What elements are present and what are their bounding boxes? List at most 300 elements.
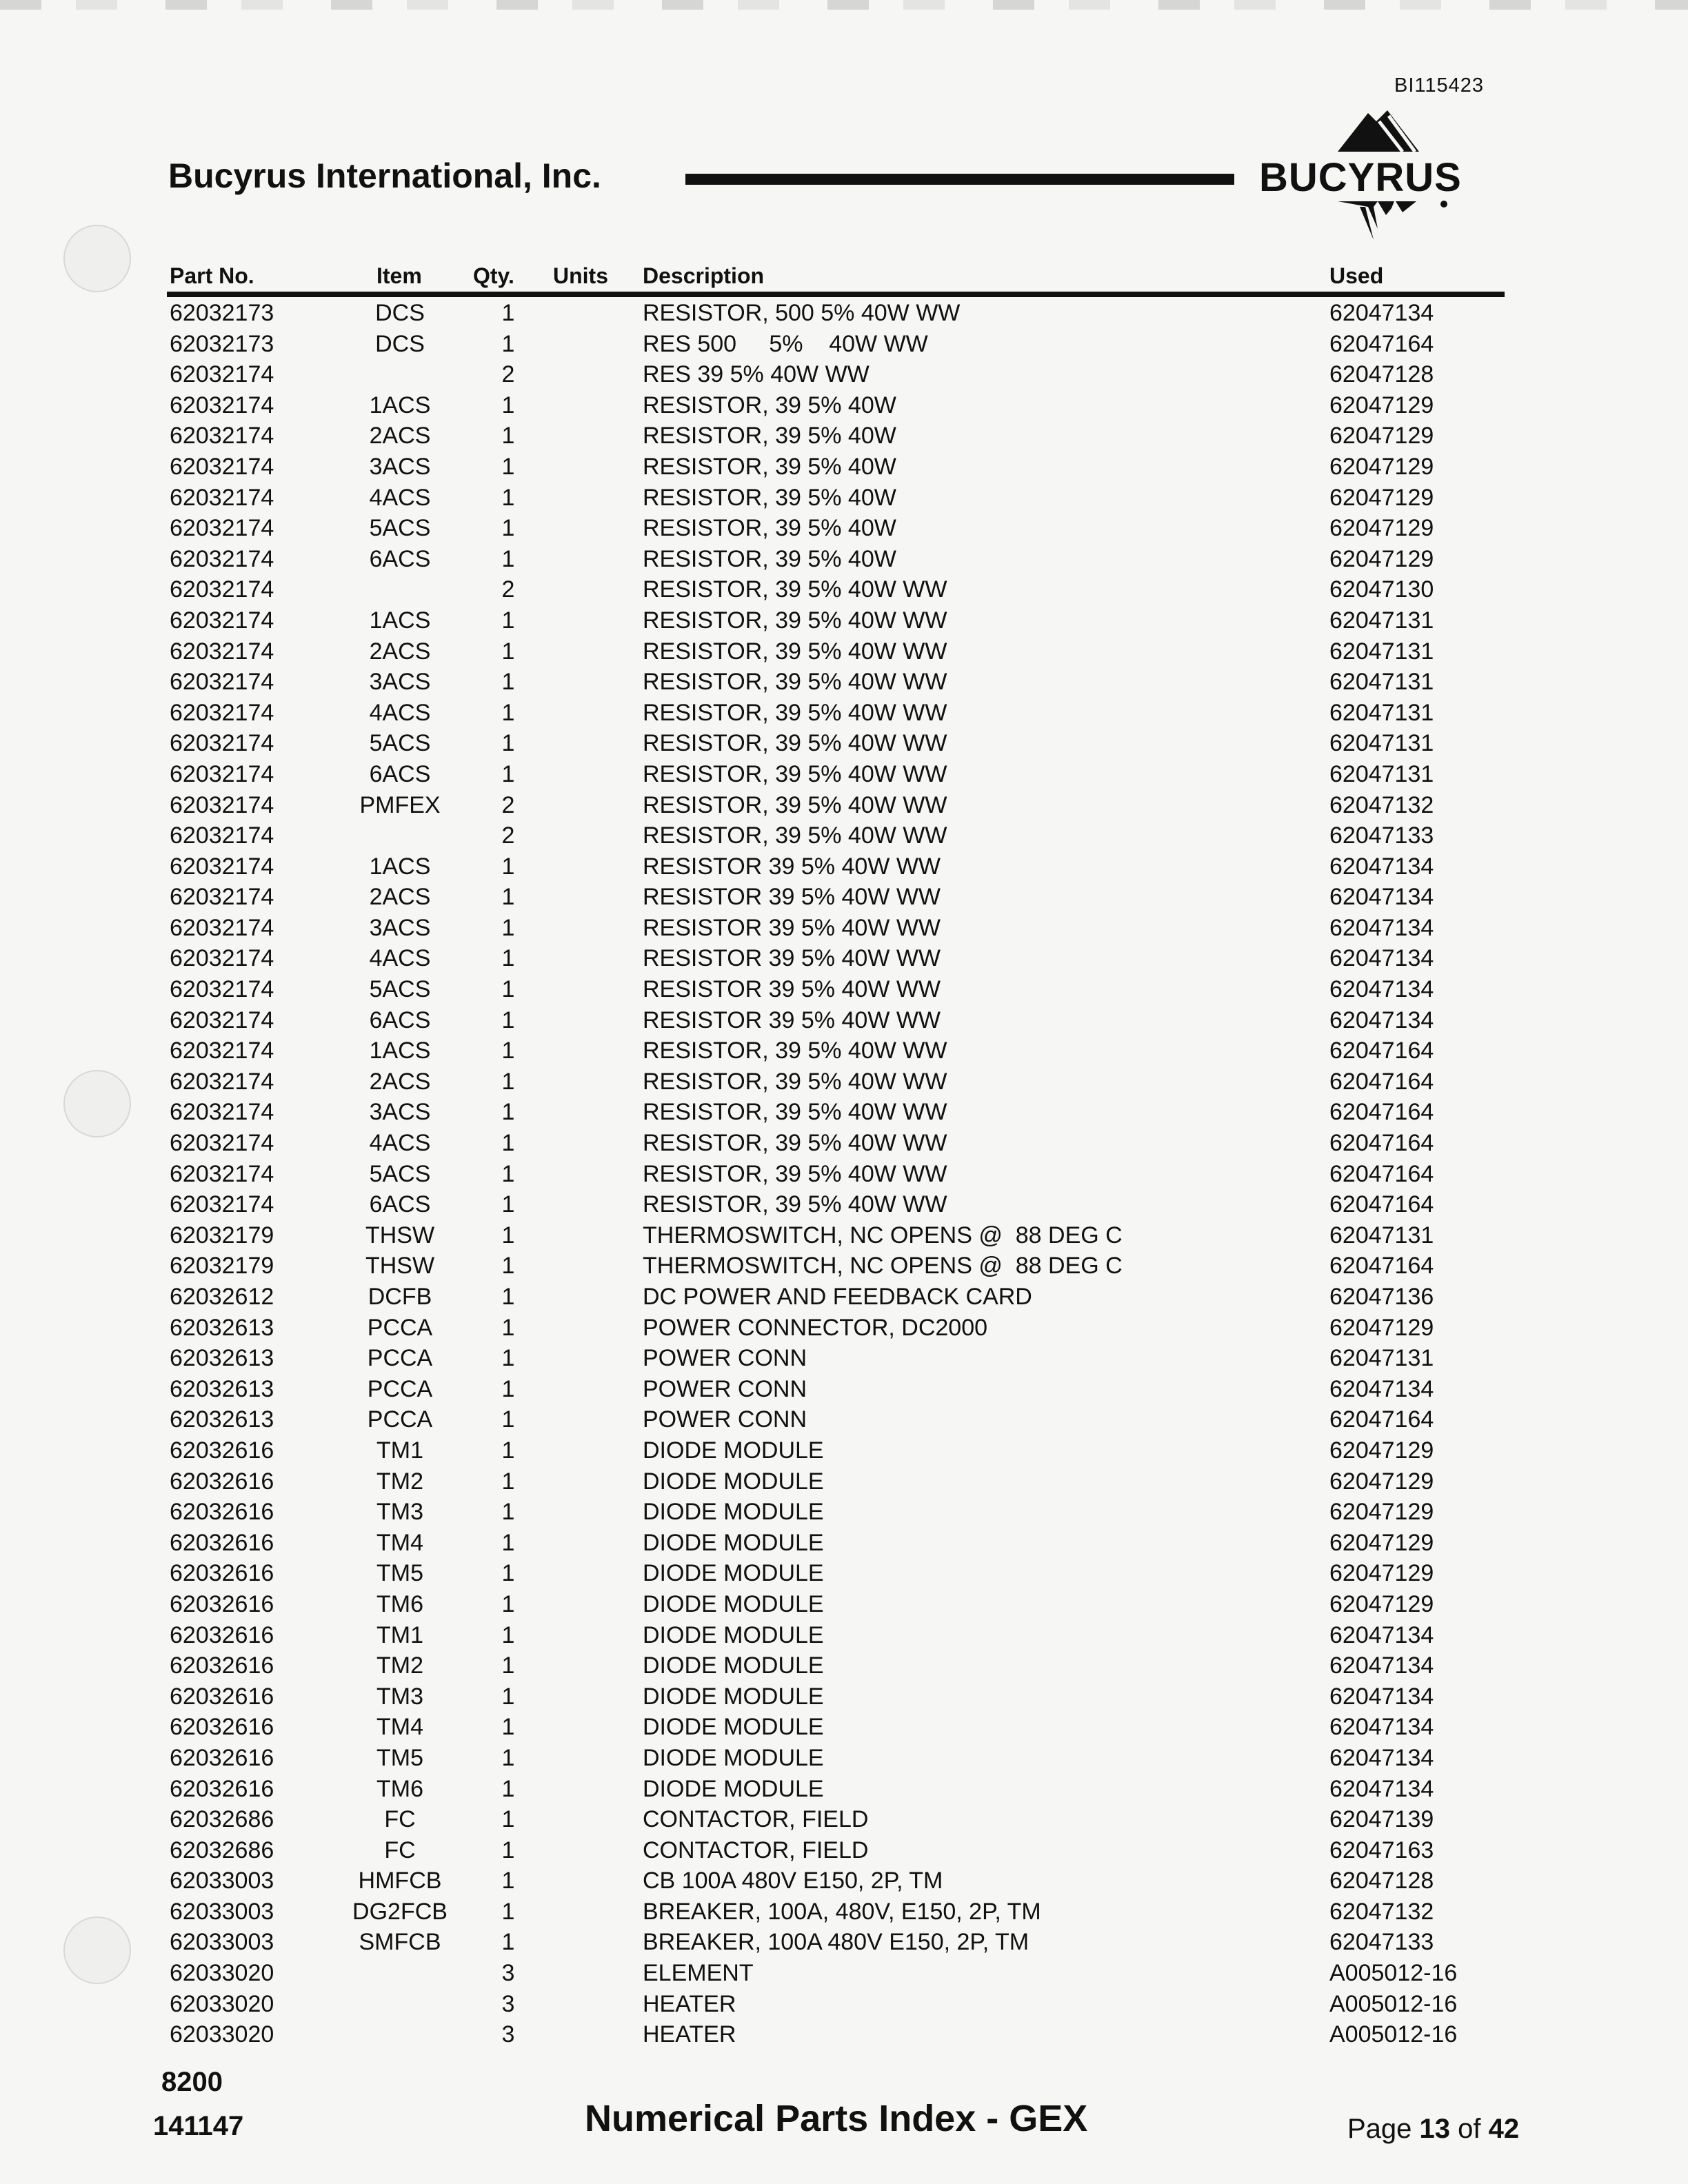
cell-used: 62047134 xyxy=(1329,1775,1434,1802)
cell-qty-text: 1 xyxy=(501,423,515,449)
table-row xyxy=(0,1007,1688,1038)
cell-part-no: 62032174 xyxy=(170,607,274,634)
cell-used: 62047129 xyxy=(1329,484,1434,511)
cell-description: RESISTOR, 39 5% 40W WW xyxy=(643,760,947,787)
cell-description: DIODE MODULE xyxy=(643,1499,824,1526)
cell-part-no: 62033003 xyxy=(170,1868,274,1894)
cell-qty-text: 1 xyxy=(501,1898,515,1925)
table-row xyxy=(0,1252,1688,1283)
cell-description: RES 500 5% 40W WW xyxy=(643,330,928,357)
cell-qty-text: 1 xyxy=(501,1499,515,1526)
cell-item-text: 6ACS xyxy=(369,1007,431,1033)
cell-description: THERMOSWITCH, NC OPENS @ 88 DEG C xyxy=(643,1222,1123,1248)
cell-part-no: 62032173 xyxy=(170,330,274,357)
cell-qty-text: 1 xyxy=(501,484,515,511)
page-indicator xyxy=(1347,2114,1519,2145)
cell-used: 62047129 xyxy=(1329,423,1434,449)
cell-used: 62047131 xyxy=(1329,699,1434,726)
cell-used: 62047131 xyxy=(1329,1222,1434,1248)
cell-part-no: 62032174 xyxy=(170,853,274,880)
cell-part-no: 62032616 xyxy=(170,1744,274,1771)
table-row xyxy=(0,760,1688,791)
cell-qty-text: 1 xyxy=(501,1007,515,1033)
cell-used: 62047132 xyxy=(1329,1898,1434,1925)
cell-description: BREAKER, 100A, 480V, E150, 2P, TM xyxy=(643,1898,1041,1925)
cell-used: 62047131 xyxy=(1329,760,1434,787)
cell-item-text: DCS xyxy=(375,300,425,326)
cell-qty-text: 1 xyxy=(501,1714,515,1741)
cell-part-no: 62032686 xyxy=(170,1806,274,1833)
cell-description: HEATER xyxy=(643,1990,736,2017)
cell-description: POWER CONN xyxy=(643,1375,807,1402)
cell-qty-text: 1 xyxy=(501,1099,515,1126)
column-header-used: Used xyxy=(1329,263,1384,288)
cell-description: RESISTOR, 500 5% 40W WW xyxy=(643,300,961,326)
cell-part-no: 62032616 xyxy=(170,1775,274,1802)
cell-description: THERMOSWITCH, NC OPENS @ 88 DEG C xyxy=(643,1253,1123,1280)
cell-qty-text: 2 xyxy=(501,576,515,603)
table-row xyxy=(0,791,1688,822)
cell-item-text: 2ACS xyxy=(369,1068,431,1095)
table-row xyxy=(0,1683,1688,1714)
cell-used: 62047128 xyxy=(1329,1868,1434,1894)
cell-part-no: 62032174 xyxy=(170,576,274,603)
table-row xyxy=(0,2021,1688,2052)
header-rule xyxy=(685,174,1234,185)
cell-qty-text: 1 xyxy=(501,330,515,357)
cell-qty-text: 2 xyxy=(501,361,515,388)
cell-qty-text: 1 xyxy=(501,730,515,757)
cell-part-no: 62032174 xyxy=(170,361,274,388)
cell-item-text: TM6 xyxy=(376,1590,423,1617)
table-row xyxy=(0,299,1688,330)
cell-qty-text: 1 xyxy=(501,1837,515,1863)
cell-description: RESISTOR, 39 5% 40W WW xyxy=(643,699,947,726)
cell-used: 62047164 xyxy=(1329,1068,1434,1095)
cell-description: RESISTOR 39 5% 40W WW xyxy=(643,884,941,911)
page-prefix: Page xyxy=(1347,2114,1412,2144)
cell-part-no: 62032174 xyxy=(170,392,274,418)
cell-description: RESISTOR, 39 5% 40W xyxy=(643,484,896,511)
cell-used: 62047139 xyxy=(1329,1806,1434,1833)
cell-used: 62047129 xyxy=(1329,392,1434,418)
cell-used: 62047130 xyxy=(1329,576,1434,603)
cell-used: 62047129 xyxy=(1329,545,1434,572)
cell-part-no: 62032174 xyxy=(170,423,274,449)
cell-qty-text: 1 xyxy=(501,515,515,542)
cell-qty-text: 1 xyxy=(501,976,515,1003)
cell-item-text: 2ACS xyxy=(369,884,431,911)
cell-item-text: 3ACS xyxy=(369,1099,431,1126)
cell-item-text: TM6 xyxy=(376,1775,423,1802)
table-row xyxy=(0,361,1688,392)
cell-part-no: 62032616 xyxy=(170,1652,274,1679)
cell-item-text: 5ACS xyxy=(369,1160,431,1187)
cell-description: DIODE MODULE xyxy=(643,1683,824,1710)
table-row xyxy=(0,545,1688,576)
cell-description: CONTACTOR, FIELD xyxy=(643,1806,869,1833)
table-row xyxy=(0,638,1688,669)
cell-item-text: 6ACS xyxy=(369,545,431,572)
cell-qty-text: 1 xyxy=(501,1590,515,1617)
cell-qty-text: 1 xyxy=(501,1652,515,1679)
cell-qty-text: 1 xyxy=(501,699,515,726)
table-row xyxy=(0,1160,1688,1191)
cell-item-text: 1ACS xyxy=(369,1038,431,1064)
column-header-qty: Qty. xyxy=(473,263,514,288)
cell-qty-text: 2 xyxy=(501,822,515,849)
cell-used: 62047134 xyxy=(1329,884,1434,911)
cell-item-text: TM3 xyxy=(376,1683,423,1710)
cell-description: DIODE MODULE xyxy=(643,1652,824,1679)
cell-qty-text: 1 xyxy=(501,760,515,787)
cell-qty-text: 3 xyxy=(501,1990,515,2017)
cell-item-text: 4ACS xyxy=(369,1130,431,1157)
cell-item-text: DCFB xyxy=(368,1284,432,1310)
cell-qty-text: 1 xyxy=(501,1284,515,1310)
cell-description: RESISTOR, 39 5% 40W WW xyxy=(643,1068,947,1095)
cell-item-text: TM4 xyxy=(376,1529,423,1556)
cell-qty-text: 1 xyxy=(501,1406,515,1433)
cell-used: 62047134 xyxy=(1329,1621,1434,1648)
cell-used: 62047164 xyxy=(1329,1130,1434,1157)
cell-used: 62047134 xyxy=(1329,1744,1434,1771)
cell-part-no: 62032616 xyxy=(170,1468,274,1495)
table-row xyxy=(0,1529,1688,1560)
cell-qty-text: 1 xyxy=(501,1314,515,1341)
cell-description: RESISTOR 39 5% 40W WW xyxy=(643,976,941,1003)
cell-item-text: PCCA xyxy=(367,1314,433,1341)
cell-qty-text: 1 xyxy=(501,945,515,972)
table-row xyxy=(0,422,1688,453)
table-row xyxy=(0,1559,1688,1590)
cell-used: 62047132 xyxy=(1329,791,1434,818)
cell-item-text: HMFCB xyxy=(358,1868,442,1894)
cell-used: 62047134 xyxy=(1329,1652,1434,1679)
cell-used: 62047133 xyxy=(1329,1929,1434,1956)
table-row xyxy=(0,1314,1688,1345)
cell-part-no: 62032616 xyxy=(170,1621,274,1648)
cell-used: 62047134 xyxy=(1329,1683,1434,1710)
cell-qty-text: 1 xyxy=(501,1806,515,1833)
cell-part-no: 62032174 xyxy=(170,1099,274,1126)
cell-qty-text: 1 xyxy=(501,1191,515,1218)
cell-item-text: TM2 xyxy=(376,1468,423,1495)
cell-part-no: 62032174 xyxy=(170,822,274,849)
cell-part-no: 62032174 xyxy=(170,1160,274,1187)
cell-part-no: 62032616 xyxy=(170,1529,274,1556)
cell-part-no: 62032616 xyxy=(170,1499,274,1526)
cell-used: 62047131 xyxy=(1329,607,1434,634)
cell-description: DIODE MODULE xyxy=(643,1468,824,1495)
cell-qty-text: 1 xyxy=(501,1775,515,1802)
cell-description: DC POWER AND FEEDBACK CARD xyxy=(643,1284,1032,1310)
cell-used: 62047128 xyxy=(1329,361,1434,388)
cell-used: 62047164 xyxy=(1329,1038,1434,1064)
table-row xyxy=(0,699,1688,730)
cell-description: DIODE MODULE xyxy=(643,1621,824,1648)
company-name: Bucyrus International, Inc. xyxy=(168,156,601,195)
cell-qty-text: 1 xyxy=(501,1621,515,1648)
cell-qty-text: 1 xyxy=(501,1130,515,1157)
cell-used: 62047129 xyxy=(1329,1590,1434,1617)
cell-part-no: 62032174 xyxy=(170,515,274,542)
cell-part-no: 62032174 xyxy=(170,1038,274,1064)
cell-description: POWER CONN xyxy=(643,1406,807,1433)
cell-item-text: THSW xyxy=(365,1253,435,1280)
table-row xyxy=(0,1375,1688,1406)
table-row xyxy=(0,1775,1688,1806)
table-row xyxy=(0,1406,1688,1437)
cell-qty-text: 1 xyxy=(501,1529,515,1556)
cell-qty-text: 1 xyxy=(501,1683,515,1710)
table-row xyxy=(0,1222,1688,1253)
column-header-description: Description xyxy=(643,263,765,288)
cell-qty-text: 1 xyxy=(501,853,515,880)
cell-part-no: 62032174 xyxy=(170,884,274,911)
cell-part-no: 62033003 xyxy=(170,1898,274,1925)
table-row xyxy=(0,1068,1688,1099)
column-header-item: Item xyxy=(376,263,422,288)
cell-part-no: 62032174 xyxy=(170,791,274,818)
cell-used: 62047133 xyxy=(1329,822,1434,849)
cell-item-text: TM2 xyxy=(376,1652,423,1679)
cell-part-no: 62032174 xyxy=(170,638,274,665)
cell-qty-text: 1 xyxy=(501,1160,515,1187)
table-row xyxy=(0,1959,1688,1990)
cell-qty-text: 1 xyxy=(501,1253,515,1280)
cell-item-text: 5ACS xyxy=(369,730,431,757)
cell-item-text: 4ACS xyxy=(369,484,431,511)
footer-number: 141147 xyxy=(153,2111,244,2141)
cell-qty-text: 1 xyxy=(501,669,515,696)
footer-title: Numerical Parts Index - GEX xyxy=(585,2098,1088,2139)
cell-qty-text: 2 xyxy=(501,791,515,818)
cell-qty-text: 1 xyxy=(501,1868,515,1894)
cell-description: RESISTOR 39 5% 40W WW xyxy=(643,945,941,972)
column-header-units: Units xyxy=(553,263,608,288)
cell-part-no: 62032173 xyxy=(170,300,274,326)
cell-part-no: 62032174 xyxy=(170,699,274,726)
cell-part-no: 62032179 xyxy=(170,1253,274,1280)
cell-used: 62047136 xyxy=(1329,1284,1434,1310)
cell-item-text: PCCA xyxy=(367,1345,433,1372)
table-row xyxy=(0,1744,1688,1775)
cell-item-text: TM4 xyxy=(376,1714,423,1741)
cell-qty-text: 1 xyxy=(501,1437,515,1464)
cell-used: 62047131 xyxy=(1329,638,1434,665)
cell-item-text: 1ACS xyxy=(369,607,431,634)
cell-qty-text: 1 xyxy=(501,1345,515,1372)
cell-item-text: 6ACS xyxy=(369,760,431,787)
cell-used: 62047163 xyxy=(1329,1837,1434,1863)
cell-description: DIODE MODULE xyxy=(643,1744,824,1771)
cell-qty-text: 1 xyxy=(501,1929,515,1956)
cell-used: 62047129 xyxy=(1329,1468,1434,1495)
cell-description: RESISTOR, 39 5% 40W WW xyxy=(643,1099,947,1126)
cell-used: 62047129 xyxy=(1329,1437,1434,1464)
cell-item-text: 2ACS xyxy=(369,423,431,449)
cell-used: 62047134 xyxy=(1329,1375,1434,1402)
cell-qty-text: 1 xyxy=(501,638,515,665)
cell-description: RESISTOR, 39 5% 40W WW xyxy=(643,1160,947,1187)
cell-part-no: 62032174 xyxy=(170,1007,274,1033)
table-row xyxy=(0,1283,1688,1314)
cell-item-text: DCS xyxy=(375,330,425,357)
cell-description: RESISTOR, 39 5% 40W xyxy=(643,453,896,480)
cell-part-no: 62032174 xyxy=(170,669,274,696)
table-row xyxy=(0,1867,1688,1898)
scan-edge-artifact xyxy=(0,0,1688,10)
table-row xyxy=(0,1468,1688,1499)
cell-qty-text: 1 xyxy=(501,1744,515,1771)
cell-qty-text: 1 xyxy=(501,1068,515,1095)
cell-part-no: 62032174 xyxy=(170,1191,274,1218)
cell-description: RESISTOR 39 5% 40W WW xyxy=(643,1007,941,1033)
cell-part-no: 62032616 xyxy=(170,1683,274,1710)
table-row xyxy=(0,914,1688,945)
cell-description: DIODE MODULE xyxy=(643,1437,824,1464)
cell-description: RES 39 5% 40W WW xyxy=(643,361,870,388)
cell-item-text: TM5 xyxy=(376,1744,423,1771)
cell-item-text: 3ACS xyxy=(369,453,431,480)
table-row xyxy=(0,975,1688,1007)
cell-description: RESISTOR, 39 5% 40W WW xyxy=(643,638,947,665)
cell-qty-text: 1 xyxy=(501,607,515,634)
cell-used: 62047129 xyxy=(1329,453,1434,480)
cell-part-no: 62032174 xyxy=(170,1130,274,1157)
cell-description: BREAKER, 100A 480V E150, 2P, TM xyxy=(643,1929,1029,1956)
cell-description: POWER CONNECTOR, DC2000 xyxy=(643,1314,988,1341)
cell-item-text: SMFCB xyxy=(359,1929,441,1956)
table-row xyxy=(0,1498,1688,1529)
cell-used: 62047129 xyxy=(1329,515,1434,542)
cell-part-no: 62032174 xyxy=(170,545,274,572)
cell-description: RESISTOR, 39 5% 40W WW xyxy=(643,669,947,696)
cell-part-no: 62033020 xyxy=(170,1960,274,1987)
cell-description: RESISTOR, 39 5% 40W WW xyxy=(643,1130,947,1157)
cell-part-no: 62032613 xyxy=(170,1375,274,1402)
cell-description: RESISTOR, 39 5% 40W WW xyxy=(643,576,947,603)
cell-part-no: 62032613 xyxy=(170,1345,274,1372)
cell-item-text: TM3 xyxy=(376,1499,423,1526)
table-row xyxy=(0,853,1688,884)
cell-used: 62047134 xyxy=(1329,300,1434,326)
cell-item-text: 2ACS xyxy=(369,638,431,665)
cell-part-no: 62032616 xyxy=(170,1437,274,1464)
cell-part-no: 62032613 xyxy=(170,1406,274,1433)
cell-description: RESISTOR, 39 5% 40W WW xyxy=(643,822,947,849)
cell-item-text: FC xyxy=(384,1837,416,1863)
cell-used: 62047131 xyxy=(1329,669,1434,696)
cell-item-text: THSW xyxy=(365,1222,435,1248)
cell-description: CB 100A 480V E150, 2P, TM xyxy=(643,1868,943,1894)
cell-description: RESISTOR, 39 5% 40W WW xyxy=(643,1038,947,1064)
cell-description: DIODE MODULE xyxy=(643,1714,824,1741)
cell-part-no: 62033020 xyxy=(170,2021,274,2048)
cell-qty-text: 1 xyxy=(501,914,515,941)
cell-used: 62047164 xyxy=(1329,1406,1434,1433)
cell-part-no: 62032174 xyxy=(170,760,274,787)
cell-description: DIODE MODULE xyxy=(643,1775,824,1802)
cell-part-no: 62032616 xyxy=(170,1590,274,1617)
table-row xyxy=(0,392,1688,423)
cell-description: DIODE MODULE xyxy=(643,1590,824,1617)
cell-description: RESISTOR, 39 5% 40W WW xyxy=(643,607,947,634)
cell-description: RESISTOR, 39 5% 40W WW xyxy=(643,730,947,757)
cell-used: 62047131 xyxy=(1329,1345,1434,1372)
cell-used: 62047129 xyxy=(1329,1560,1434,1587)
cell-part-no: 62032686 xyxy=(170,1837,274,1863)
table-row xyxy=(0,607,1688,638)
cell-description: POWER CONN xyxy=(643,1345,807,1372)
punch-hole-top xyxy=(63,225,131,292)
cell-qty-text: 1 xyxy=(501,884,515,911)
page-current: 13 xyxy=(1419,2114,1451,2144)
page-of: of xyxy=(1458,2114,1481,2144)
cell-qty-text: 1 xyxy=(501,545,515,572)
cell-used: A005012-16 xyxy=(1329,1990,1458,2017)
cell-description: RESISTOR, 39 5% 40W xyxy=(643,515,896,542)
table-row xyxy=(0,514,1688,545)
cell-part-no: 62032174 xyxy=(170,453,274,480)
cell-qty-text: 1 xyxy=(501,1560,515,1587)
cell-qty-text: 3 xyxy=(501,1960,515,1987)
cell-used: 62047129 xyxy=(1329,1499,1434,1526)
cell-item-text: TM5 xyxy=(376,1560,423,1587)
cell-used: 62047134 xyxy=(1329,945,1434,972)
cell-item-text: TM1 xyxy=(376,1437,423,1464)
cell-description: RESISTOR 39 5% 40W WW xyxy=(643,914,941,941)
cell-part-no: 62033020 xyxy=(170,1990,274,2017)
cell-description: RESISTOR, 39 5% 40W WW xyxy=(643,791,947,818)
cell-used: 62047134 xyxy=(1329,914,1434,941)
cell-part-no: 62032174 xyxy=(170,945,274,972)
column-header-rule xyxy=(167,292,1505,297)
logo-wordmark: BUCYRUS xyxy=(1259,155,1462,200)
cell-part-no: 62032616 xyxy=(170,1560,274,1587)
cell-item-text: PCCA xyxy=(367,1406,433,1433)
cell-qty-text: 1 xyxy=(501,1468,515,1495)
table-row xyxy=(0,1437,1688,1468)
page-total: 42 xyxy=(1488,2114,1520,2144)
cell-description: RESISTOR, 39 5% 40W xyxy=(643,545,896,572)
cell-item-text: DG2FCB xyxy=(352,1898,448,1925)
cell-used: A005012-16 xyxy=(1329,2021,1458,2048)
cell-qty-text: 1 xyxy=(501,392,515,418)
cell-qty-text: 3 xyxy=(501,2021,515,2048)
table-row xyxy=(0,1990,1688,2021)
cell-qty-text: 1 xyxy=(501,300,515,326)
cell-used: 62047129 xyxy=(1329,1314,1434,1341)
table-row xyxy=(0,944,1688,975)
cell-part-no: 62032174 xyxy=(170,484,274,511)
cell-item-text: 6ACS xyxy=(369,1191,431,1218)
cell-description: RESISTOR, 39 5% 40W xyxy=(643,423,896,449)
cell-item-text: 5ACS xyxy=(369,515,431,542)
cell-used: 62047134 xyxy=(1329,976,1434,1003)
cell-item-text: 3ACS xyxy=(369,914,431,941)
cell-used: 62047134 xyxy=(1329,853,1434,880)
cell-item-text: 1ACS xyxy=(369,392,431,418)
cell-used: 62047164 xyxy=(1329,1253,1434,1280)
cell-used: A005012-16 xyxy=(1329,1960,1458,1987)
cell-used: 62047164 xyxy=(1329,330,1434,357)
cell-description: RESISTOR, 39 5% 40W xyxy=(643,392,896,418)
table-row xyxy=(0,484,1688,515)
table-row xyxy=(0,1652,1688,1683)
cell-used: 62047131 xyxy=(1329,730,1434,757)
